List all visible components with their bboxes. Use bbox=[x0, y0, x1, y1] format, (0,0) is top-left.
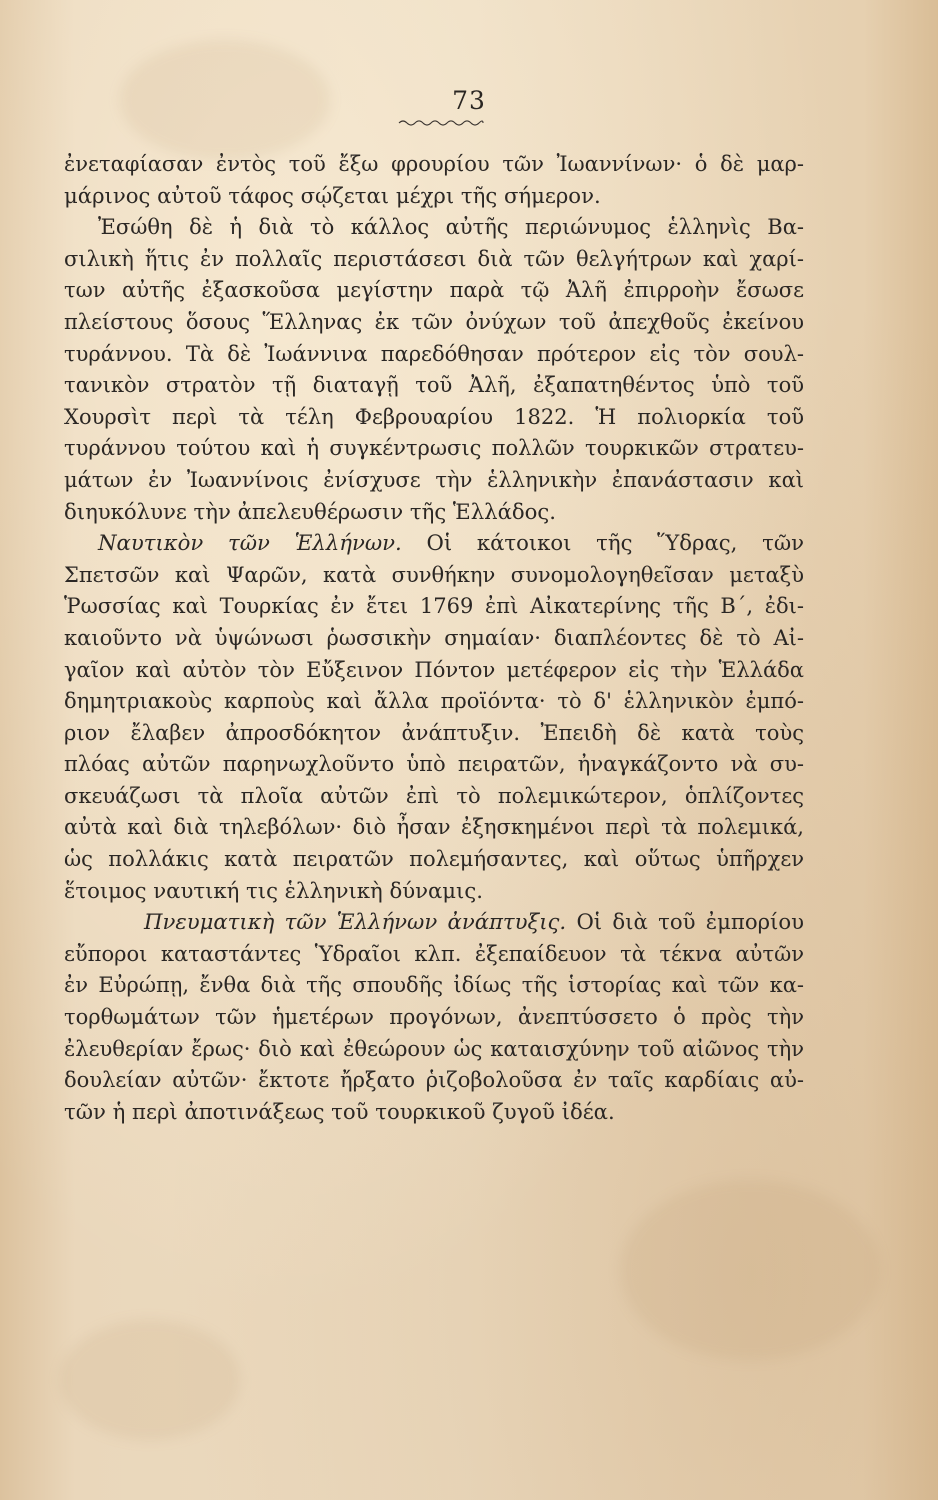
paper-stain bbox=[620, 1180, 880, 1360]
text-line: Ἐσώθη δὲ ἡ διὰ τὸ κάλλος αὐτῆς περιώνυμος ἑλληνὶς Βα- bbox=[98, 214, 804, 240]
text-line: καιοῦντο νὰ ὑψώνωσι ῥωσσικὴν σημαίαν· διαπλέοντες δὲ τὸ Αἰ- bbox=[64, 624, 804, 650]
section-heading: Πνευματικὴ τῶν Ἑλλήνων ἀνάπτυξις. bbox=[144, 909, 567, 935]
text-line: αὐτὰ καὶ διὰ τηλεβόλων· διὸ ἦσαν ἐξησκημένοι περὶ τὰ πολεμικά, bbox=[64, 814, 804, 840]
page-number: 73 bbox=[452, 86, 486, 115]
text-line: ριον ἔλαβεν ἀπροσδόκητον ἀνάπτυξιν. Ἐπειδὴ δὲ κατὰ τοὺς bbox=[64, 719, 804, 745]
paper-stain bbox=[60, 1320, 240, 1440]
text-line: εὔποροι καταστάντες Ὑδραῖοι κλπ. ἐξεπαίδευον τὰ τέκνα αὐτῶν bbox=[64, 940, 804, 966]
text-line: τῶν ἡ περὶ ἀποτινάξεως τοῦ τουρκικοῦ ζυγοῦ ἰδέα. bbox=[64, 1098, 615, 1124]
section-heading-line: Πνευματικὴ τῶν Ἑλλήνων ἀνάπτυξις. Οἱ διὰ τοῦ ἐμπορίου bbox=[144, 909, 804, 935]
wavy-rule-ornament bbox=[397, 118, 485, 128]
text-line: σκευάζωσι τὰ πλοῖα αὐτῶν ἐπὶ τὸ πολεμικώτερον, ὁπλίζοντες bbox=[64, 782, 804, 808]
text-line: ἐν Εὐρώπῃ, ἔνθα διὰ τῆς σπουδῆς ἰδίως τῆς ἱστορίας καὶ τῶν κα- bbox=[64, 972, 804, 998]
text-line: ἕτοιμος ναυτική τις ἑλληνικὴ δύναμις. bbox=[64, 877, 483, 903]
section-heading-line: Ναυτικὸν τῶν Ἑλλήνων. Οἱ κάτοικοι τῆς Ὕδρας, τῶν bbox=[98, 530, 804, 556]
text-line: Χουρσὶτ περὶ τὰ τέλη Φεβρουαρίου 1822. Ἡ πολιορκία τοῦ bbox=[64, 403, 804, 429]
text-line: ἐλευθερίαν ἔρως· διὸ καὶ ἐθεώρουν ὡς καταισχύνην τοῦ αἰῶνος τὴν bbox=[64, 1035, 804, 1061]
section-heading: Ναυτικὸν τῶν Ἑλλήνων. bbox=[98, 530, 402, 556]
body-text bbox=[64, 148, 804, 1127]
text-line: δουλείαν αὐτῶν· ἔκτοτε ἤρξατο ῥιζοβολοῦσα ἐν ταῖς καρδίαις αὐ- bbox=[64, 1067, 804, 1093]
text-line: των αὐτῆς ἐξασκοῦσα μεγίστην παρὰ τῷ Ἀλῆ ἐπιρροὴν ἔσωσε bbox=[64, 277, 804, 303]
text-line: πλείστους ὅσους Ἕλληνας ἐκ τῶν ὀνύχων τοῦ ἀπεχθοῦς ἐκείνου bbox=[64, 308, 804, 334]
text-line: ὡς πολλάκις κατὰ πειρατῶν πολεμήσαντες, καὶ οὕτως ὑπῆρχεν bbox=[64, 846, 804, 872]
text-line: τυράννου τούτου καὶ ἡ συγκέντρωσις πολλῶν τουρκικῶν στρατευ- bbox=[64, 435, 804, 461]
text-line: διηυκόλυνε τὴν ἀπελευθέρωσιν τῆς Ἑλλάδος. bbox=[64, 498, 557, 524]
text-line: πλόας αὐτῶν παρηνωχλοῦντο ὑπὸ πειρατῶν, ἠναγκάζοντο νὰ συ- bbox=[64, 751, 804, 777]
text-line: μάτων ἐν Ἰωαννίνοις ἐνίσχυσε τὴν ἑλληνικὴν ἐπανάστασιν καὶ bbox=[64, 466, 804, 492]
text-line: Σπετσῶν καὶ Ψαρῶν, κατὰ συνθήκην συνομολογηθεῖσαν μεταξὺ bbox=[64, 561, 804, 587]
text-line: σιλικὴ ἥτις ἐν πολλαῖς περιστάσεσι διὰ τῶν θελγήτρων καὶ χαρί- bbox=[64, 245, 804, 271]
text-line: τανικὸν στρατὸν τῇ διαταγῇ τοῦ Ἀλῆ, ἐξαπατηθέντος ὑπὸ τοῦ bbox=[64, 372, 804, 398]
text-line: τορθωμάτων τῶν ἡμετέρων προγόνων, ἀνεπτύσσετο ὁ πρὸς τὴν bbox=[64, 1004, 804, 1030]
text-line: ἐνεταφίασαν ἐντὸς τοῦ ἔξω φρουρίου τῶν Ἰωαννίνων· ὁ δὲ μαρ- bbox=[64, 151, 804, 176]
text-line: τυράννου. Τὰ δὲ Ἰωάννινα παρεδόθησαν πρότερον εἰς τὸν σουλ- bbox=[64, 340, 804, 366]
text-line: μάρινος αὐτοῦ τάφος σῴζεται μέχρι τῆς σήμερον. bbox=[64, 182, 601, 208]
text-line: δημητριακοὺς καρποὺς καὶ ἄλλα προϊόντα· τὸ δ' ἑλληνικὸν ἐμπό- bbox=[64, 688, 804, 714]
text-line: γαῖον καὶ αὐτὸν τὸν Εὔξεινον Πόντον μετέφερον εἰς τὴν Ἑλλάδα bbox=[64, 656, 804, 682]
text-line: Ῥωσσίας καὶ Τουρκίας ἐν ἔτει 1769 ἐπὶ Αἰκατερίνης τῆς Β΄, ἐδι- bbox=[64, 593, 804, 619]
